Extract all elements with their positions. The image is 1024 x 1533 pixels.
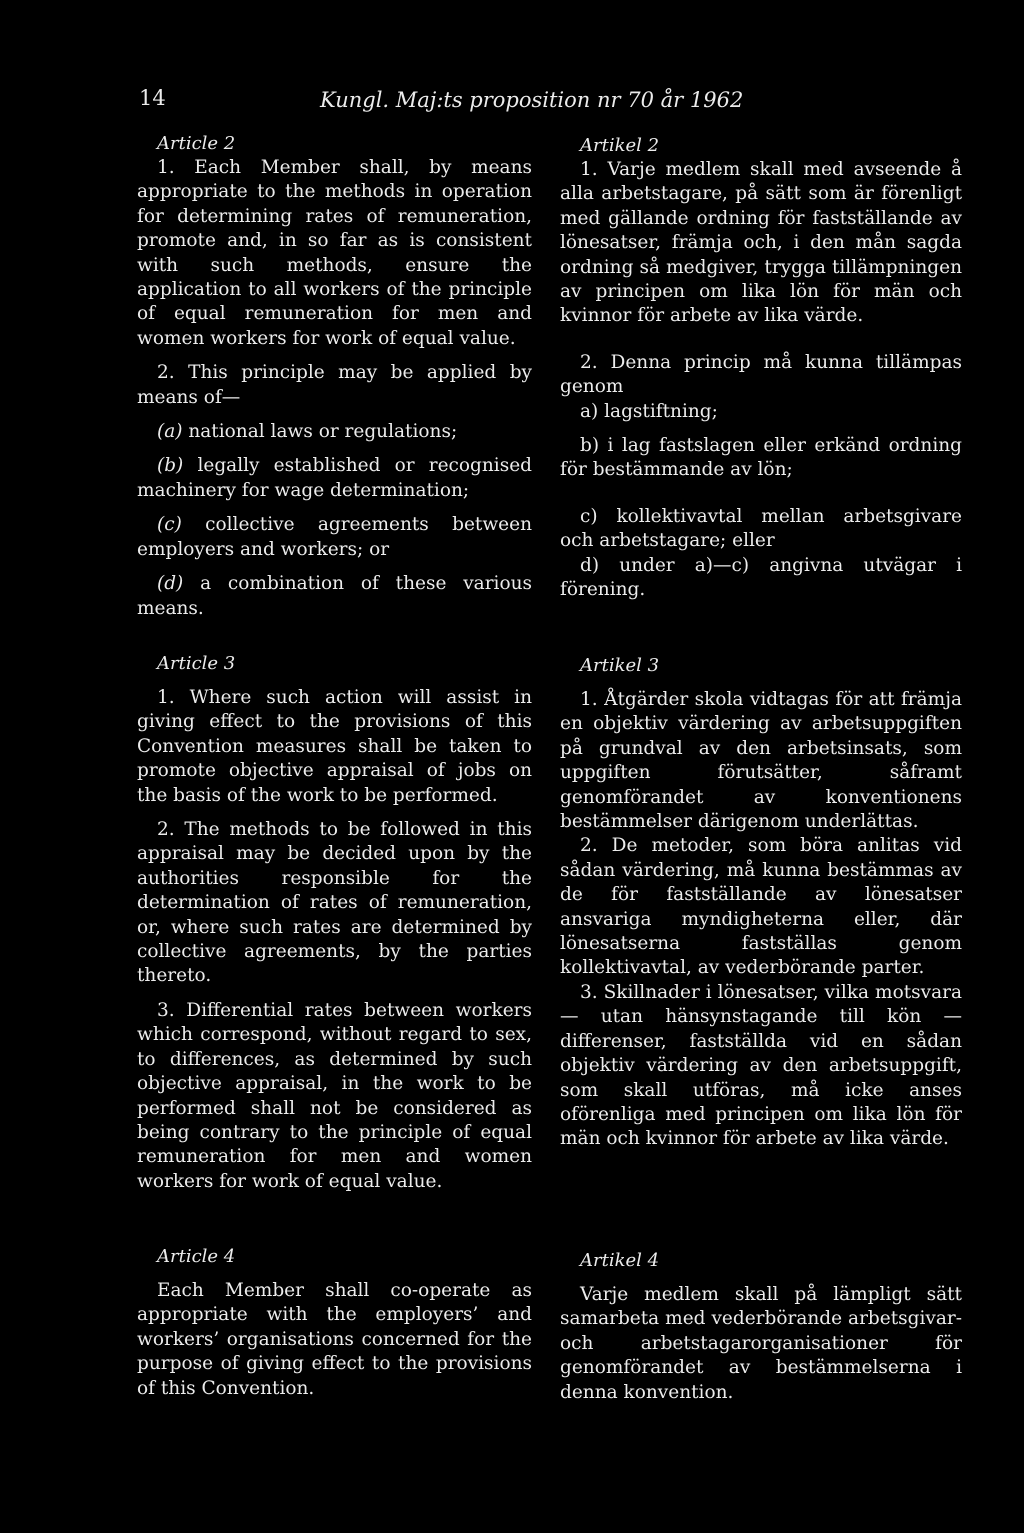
item-marker: (d): [157, 573, 184, 595]
english-article-4-para-1: Each Member shall co-operate as appropriate with the employers’ and workers’ organisations concerned for the purpose of giving effect to the provisions of this Convention.: [137, 1280, 532, 1399]
page-number: 14: [139, 86, 166, 110]
item-text: national laws or regulations;: [188, 421, 458, 443]
swedish-article-2-para-2: 2. Denna princip må kunna tillämpas genom: [560, 351, 962, 398]
english-article-2-para-2: 2. This principle may be applied by means of—: [137, 362, 532, 408]
swedish-article-3: [560, 654, 962, 1152]
item-marker: d): [580, 554, 600, 576]
swedish-article-3-para-3: 3. Skillnader i lönesatser, vilka motsvara — utan hänsynstagande till kön — differenser, fastställda vid en sådan objektiv värdering av den arbetsuppgift, som skall utföras, må icke anses oförenliga med principen om lika lön för män och kvinnor för arbete av lika värde.: [560, 981, 962, 1150]
english-article-4: [137, 1245, 532, 1401]
swedish-article-3-heading: Artikel 3: [580, 655, 660, 676]
english-article-2-heading: Article 2: [157, 133, 236, 154]
item-marker: (a): [157, 421, 183, 443]
english-article-2: [137, 132, 532, 621]
english-article-4-heading: Article 4: [157, 1246, 236, 1267]
english-article-3-heading: Article 3: [157, 653, 236, 674]
english-article-3-para-1: 1. Where such action will assist in giving effect to the provisions of this Convention measures shall be taken to promote objective appraisal of jobs on the basis of the work to be performed.: [137, 687, 532, 806]
item-marker: c): [580, 505, 598, 527]
item-marker: b): [580, 435, 600, 457]
english-article-3-para-3: 3. Differential rates between workers which correspond, without regard to sex, to differences, as determined by such objective appraisal, in the work to be performed shall not be considered as being contrary to the principle of equal remuneration for men and women workers for work of equal value.: [137, 999, 532, 1192]
swedish-article-4-heading: Artikel 4: [580, 1250, 660, 1271]
english-article-2-para-1: 1. Each Member shall, by means appropriate to the methods in operation for determining rates of remuneration, promote and, in so far as is consistent with such methods, ensure the application to all workers of the principle of equal remuneration for men and women workers for work of equal value.: [137, 157, 532, 349]
english-article-2-item-c: [137, 513, 532, 562]
swedish-article-2: [560, 134, 962, 603]
swedish-article-4: [560, 1249, 962, 1405]
item-text: a combination of these various means.: [137, 573, 532, 619]
item-marker: a): [580, 400, 599, 422]
item-text: i lag fastslagen eller erkänd ordning för bestämmande av lön;: [560, 435, 962, 481]
english-article-3: [137, 652, 532, 1194]
item-marker: (b): [157, 455, 184, 477]
item-text: under a)—c) angivna utvägar i förening.: [560, 554, 962, 601]
english-article-2-item-b: [137, 454, 532, 503]
english-article-2-item-d: [137, 572, 532, 621]
swedish-article-2-para-1: 1. Varje medlem skall med avseende å alla arbetstagare, på sätt som är förenligt med gällande ordning för fastställande av lönesatser, främja och, i den mån sagda ordning så medgiver, trygga tillämpningen av principen om lika lön för män och kvinnor för arbete av lika värde.: [560, 159, 962, 327]
item-text: legally established or recognised machinery for wage determination;: [137, 455, 532, 501]
swedish-article-2-heading: Artikel 2: [580, 135, 660, 156]
swedish-article-3-para-1: 1. Åtgärder skola vidtagas för att främja en objektiv värdering av arbetsuppgiften på grundval av den arbetsinsats, som uppgiften förutsätter, såframt genomförandet av konventionens bestämmelser därigenom underlättas.: [560, 689, 962, 833]
item-text: kollektivavtal mellan arbetsgivare och arbetstagare; eller: [560, 505, 962, 552]
item-marker: (c): [157, 514, 182, 536]
english-article-2-item-a: [137, 420, 532, 444]
swedish-article-2-item-d: [560, 554, 962, 603]
swedish-article-4-para-1: Varje medlem skall på lämpligt sätt samarbeta med vederbörande arbetsgivar- och arbetstagarorganisationer för genomförandet av bestämmelserna i denna konvention.: [560, 1284, 962, 1403]
swedish-article-2-item-a: [560, 400, 962, 424]
item-text: collective agreements between employers and workers; or: [137, 514, 532, 560]
swedish-article-2-item-c: [560, 505, 962, 554]
english-article-3-para-2: 2. The methods to be followed in this appraisal may be decided upon by the authorities responsible for the determination of rates of remuneration, or, where such rates are determined by collective agreements, by the parties thereto.: [137, 819, 532, 987]
running-title: Kungl. Maj:ts proposition nr 70 år 1962: [320, 88, 744, 112]
item-text: lagstiftning;: [604, 400, 718, 422]
swedish-article-3-para-2: 2. De metoder, som böra anlitas vid sådan värdering, må kunna bestämmas av de för fastställande av lönesatser ansvariga myndigheterna eller, där lönesatserna fastställas genom kollektivavtal, av vederbörande parter.: [560, 835, 962, 979]
swedish-article-2-item-b: [560, 434, 962, 483]
